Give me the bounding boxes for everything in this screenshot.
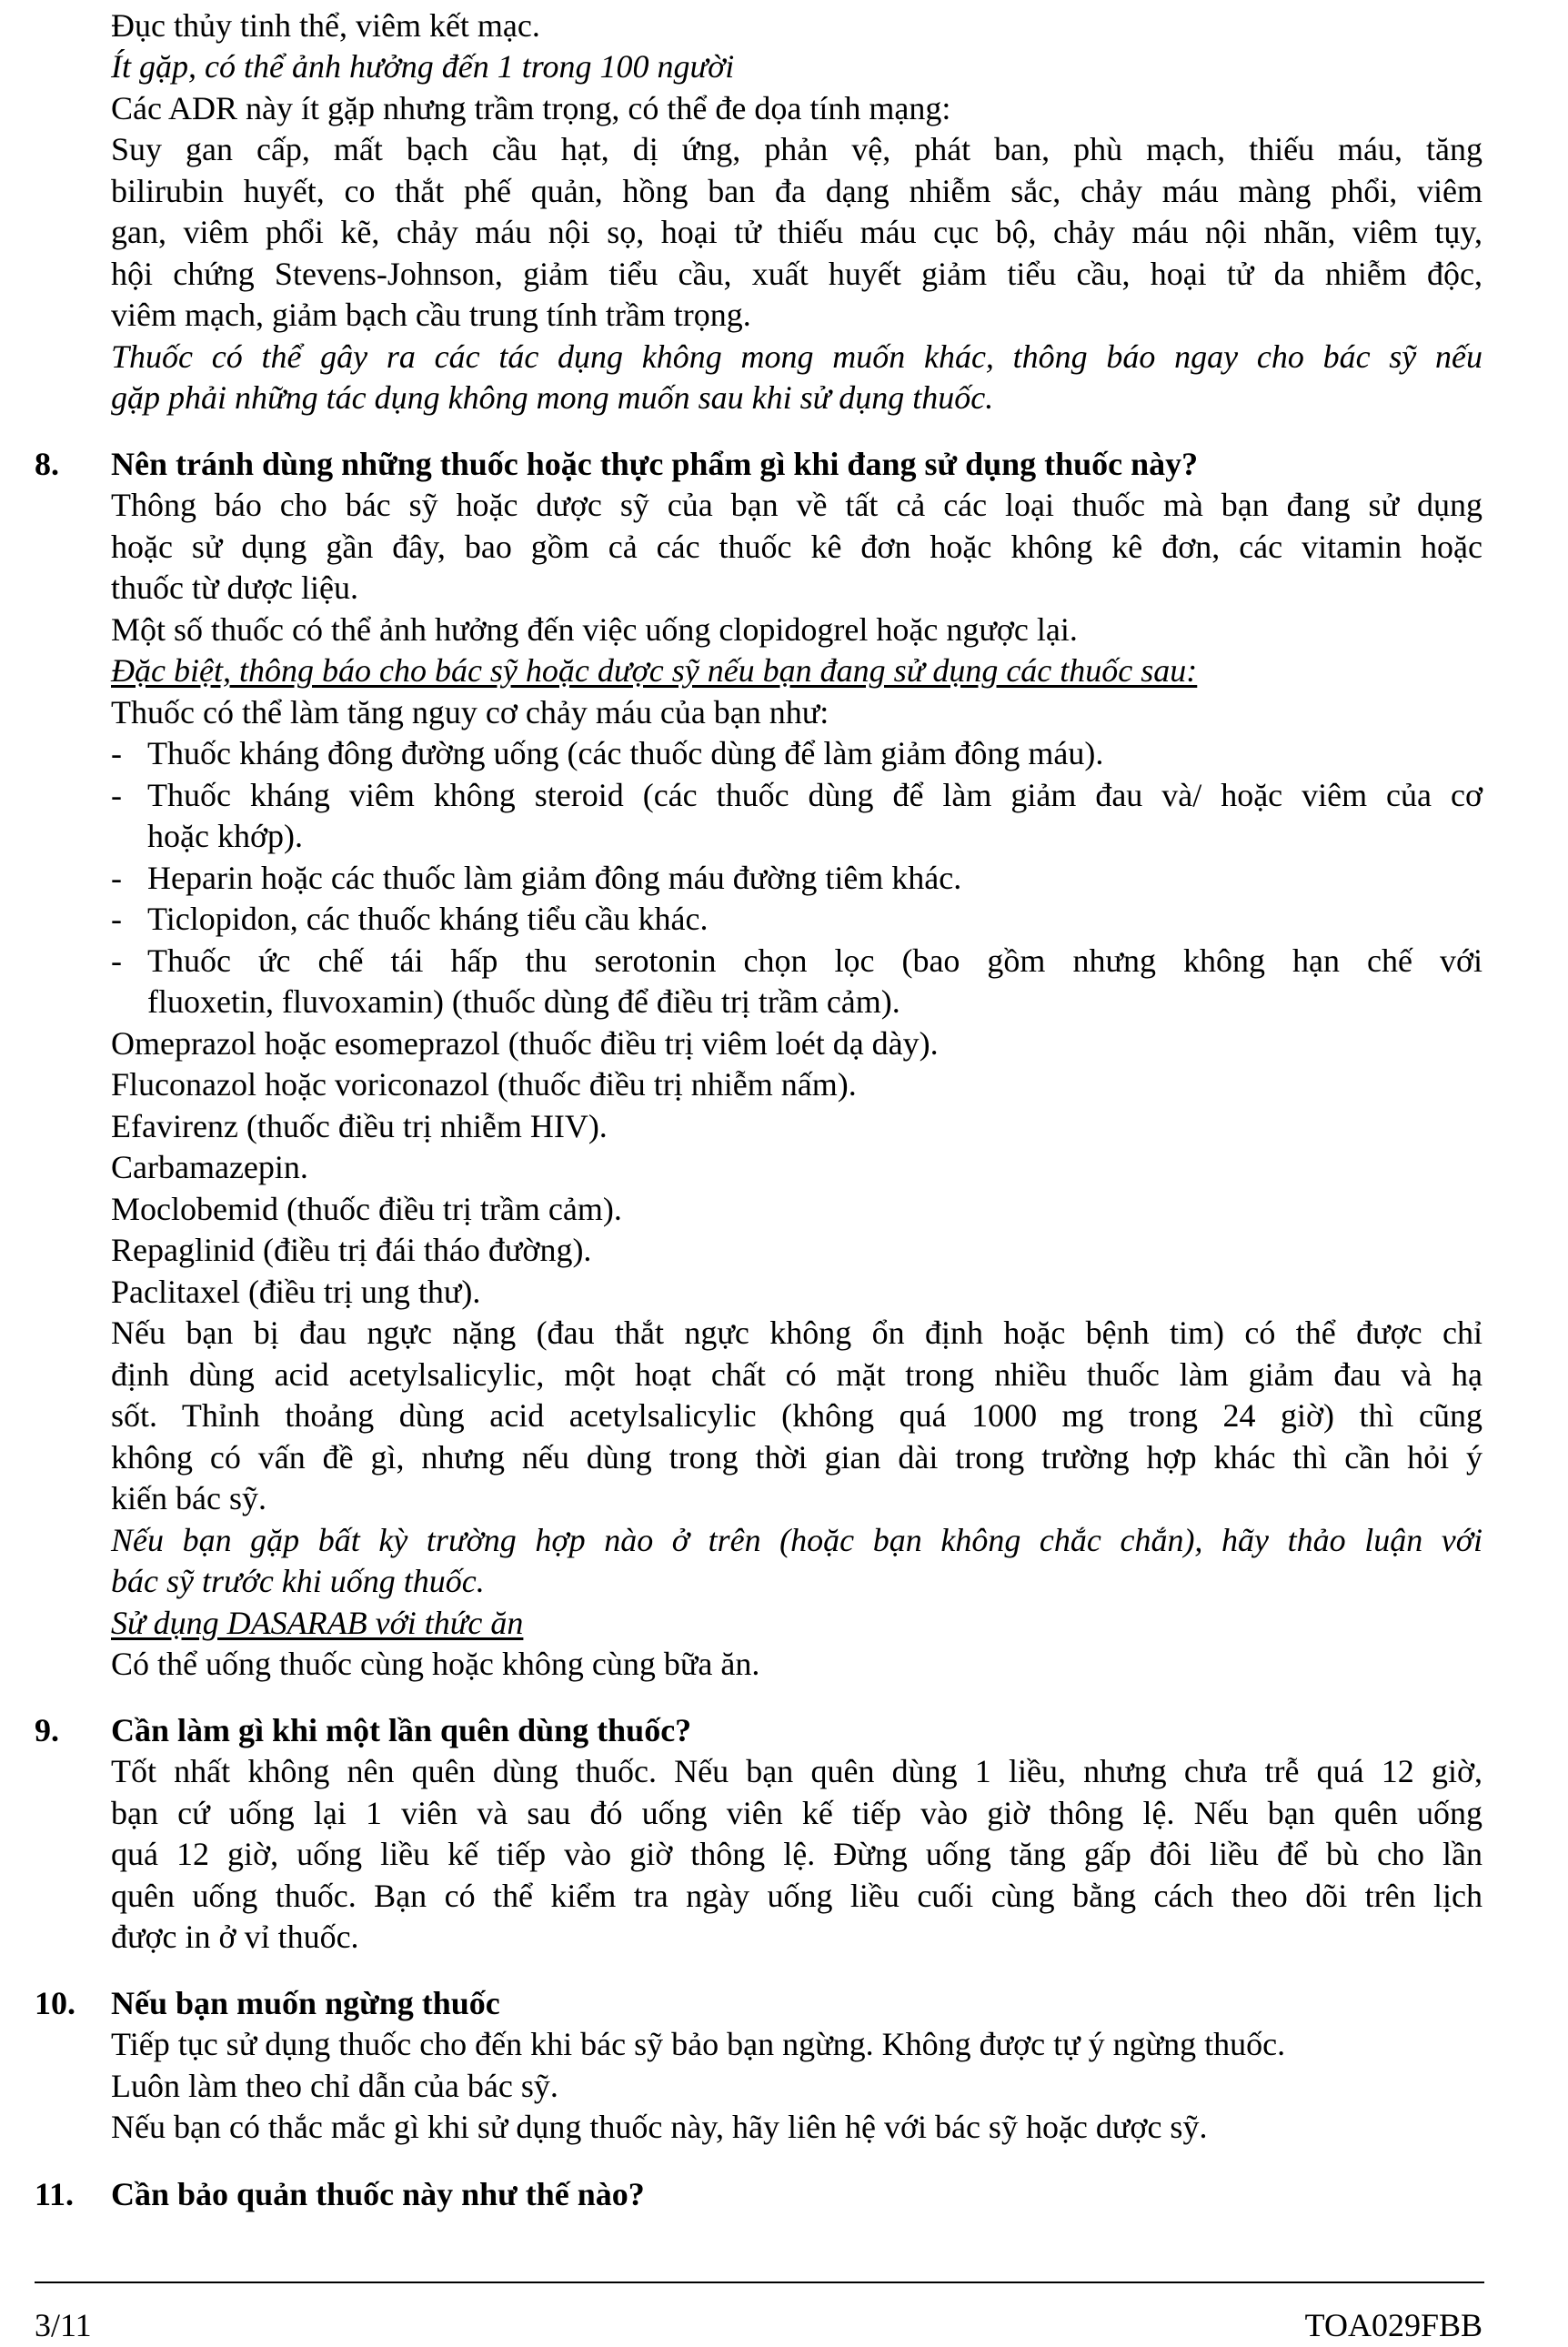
subheading: Sử dụng DASARAB với thức ăn [111,1605,524,1641]
list-item-text: Thuốc kháng đông đường uống (các thuốc dùng để làm giảm đông máu). [147,735,1104,771]
list-item-text: Thuốc kháng viêm không steroid (các thuốc dùng để làm giảm đau và/ hoặc viêm của cơ [147,777,1483,813]
bullet-dash: - [111,777,122,813]
section-8-heading [35,444,1198,486]
list-item-text: Thuốc ức chế tái hấp thu serotonin chọn lọc (bao gồm nhưng không hạn chế với [147,942,1483,979]
drug-line: Moclobemid (thuốc điều trị trầm cảm). [111,1191,622,1227]
text-line: bạn cứ uống lại 1 viên và sau đó uống viên kế tiếp vào giờ thông lệ. Nếu bạn quên uống [111,1795,1483,1831]
text-line: Thông báo cho bác sỹ hoặc dược sỹ của bạn về tất cả các loại thuốc mà bạn đang sử dụng [111,487,1483,523]
text-line: Suy gan cấp, mất bạch cầu hạt, dị ứng, phản vệ, phát ban, phù mạch, thiếu máu, tăng [111,131,1483,167]
bullet-dash: - [111,901,122,937]
text-line: viêm mạch, giảm bạch cầu trung tính trầm trọng. [111,297,751,333]
list-item-text: Heparin hoặc các thuốc làm giảm đông máu đường tiêm khác. [147,860,962,896]
text-line: Thuốc có thể làm tăng nguy cơ chảy máu của bạn như: [111,694,829,730]
text-line: không có vấn đề gì, nhưng nếu dùng trong thời gian dài trong trường hợp khác thì cần hỏi ý [111,1439,1483,1476]
document-code: TOA029FBB [1304,2307,1483,2343]
section-title: Cần làm gì khi một lần quên dùng thuốc? [111,1712,692,1748]
text-line: Tiếp tục sử dụng thuốc cho đến khi bác sỹ bảo bạn ngừng. Không được tự ý ngừng thuốc. [111,2026,1286,2062]
bullet-dash: - [111,735,122,771]
footer-divider [35,2282,1484,2283]
section-number: 10. [35,1985,75,2021]
text-line: Luôn làm theo chỉ dẫn của bác sỹ. [111,2068,558,2104]
bullet-dash: - [111,942,122,979]
text-line: quên uống thuốc. Bạn có thể kiểm tra ngày uống liều cuối cùng bằng cách theo dõi trên lịch [111,1878,1483,1914]
bullet-dash: - [111,860,122,896]
subheading: Đặc biệt, thông báo cho bác sỹ hoặc dược sỹ nếu bạn đang sử dụng các thuốc sau: [111,652,1198,689]
text-line: được in ở vỉ thuốc. [111,1919,359,1955]
text-line: gan, viêm phổi kẽ, chảy máu nội sọ, hoại tử thiếu máu cục bộ, chảy máu nội nhãn, viêm tụy, [111,214,1483,250]
list-item-text: Ticlopidon, các thuốc kháng tiểu cầu khác. [147,901,709,937]
section-title: Cần bảo quản thuốc này như thế nào? [111,2176,645,2212]
list-item-text: fluoxetin, fluvoxamin) (thuốc dùng để điều trị trầm cảm). [147,983,900,1020]
notice-line: gặp phải những tác dụng không mong muốn sau khi sử dụng thuốc. [111,379,994,416]
section-number: 11. [35,2176,75,2212]
list-item-text: hoặc khớp). [147,818,303,854]
text-line: bilirubin huyết, co thắt phế quản, hồng ban đa dạng nhiễm sắc, chảy máu màng phổi, viêm [111,173,1483,209]
section-11-heading [35,2174,645,2216]
text-line: hoặc sử dụng gần đây, bao gồm cả các thuốc kê đơn hoặc không kê đơn, các vitamin hoặc [111,529,1483,565]
section-number: 8. [35,446,59,482]
section-9-heading [35,1710,691,1752]
notice-line: bác sỹ trước khi uống thuốc. [111,1563,485,1599]
text-line: hội chứng Stevens-Johnson, giảm tiểu cầu, xuất huyết giảm tiểu cầu, hoại tử da nhiễm độc, [111,256,1483,292]
text-line: Các ADR này ít gặp nhưng trầm trọng, có thể đe dọa tính mạng: [111,90,951,126]
section-10-heading [35,1983,500,2025]
drug-line: Repaglinid (điều trị đái tháo đường). [111,1232,592,1268]
section-number: 9. [35,1712,59,1748]
drug-line: Omeprazol hoặc esomeprazol (thuốc điều trị viêm loét dạ dày). [111,1025,939,1062]
section-title: Nếu bạn muốn ngừng thuốc [111,1985,500,2021]
drug-line: Paclitaxel (điều trị ung thư). [111,1274,481,1310]
text-line: định dùng acid acetylsalicylic, một hoạt chất có mặt trong nhiều thuốc làm giảm đau và hạ [111,1356,1483,1393]
section-title: Nên tránh dùng những thuốc hoặc thực phẩm gì khi đang sử dụng thuốc này? [111,446,1199,482]
drug-line: Efavirenz (thuốc điều trị nhiễm HIV). [111,1108,608,1144]
drug-line: Carbamazepin. [111,1149,308,1185]
text-line: thuốc từ dược liệu. [111,569,359,606]
text-line: Nếu bạn có thắc mắc gì khi sử dụng thuốc này, hãy liên hệ với bác sỹ hoặc dược sỹ. [111,2109,1208,2145]
text-line: quá 12 giờ, uống liều kế tiếp vào giờ thông lệ. Đừng uống tăng gấp đôi liều để bù cho lần [111,1836,1483,1872]
text-line: Tốt nhất không nên quên dùng thuốc. Nếu bạn quên dùng 1 liều, nhưng chưa trễ quá 12 giờ, [111,1753,1483,1789]
text-line: Nếu bạn bị đau ngực nặng (đau thắt ngực không ổn định hoặc bệnh tim) có thể được chỉ [111,1315,1483,1351]
text-line: sốt. Thỉnh thoảng dùng acid acetylsalicylic (không quá 1000 mg trong 24 giờ) thì cũng [111,1397,1483,1434]
text-line: Đục thủy tinh thể, viêm kết mạc. [111,7,540,44]
text-line: Có thể uống thuốc cùng hoặc không cùng bữa ăn. [111,1646,760,1682]
notice-line: Thuốc có thể gây ra các tác dụng không mong muốn khác, thông báo ngay cho bác sỹ nếu [111,338,1483,375]
page-number: 3/11 [35,2307,92,2343]
text-line: kiến bác sỹ. [111,1480,266,1516]
notice-line: Nếu bạn gặp bất kỳ trường hợp nào ở trên (hoặc bạn không chắc chắn), hãy thảo luận với [111,1522,1483,1558]
text-line: Một số thuốc có thể ảnh hưởng đến việc uống clopidogrel hoặc ngược lại. [111,611,1078,648]
frequency-heading: Ít gặp, có thể ảnh hưởng đến 1 trong 100 người [111,48,735,85]
drug-line: Fluconazol hoặc voriconazol (thuốc điều trị nhiễm nấm). [111,1066,857,1103]
